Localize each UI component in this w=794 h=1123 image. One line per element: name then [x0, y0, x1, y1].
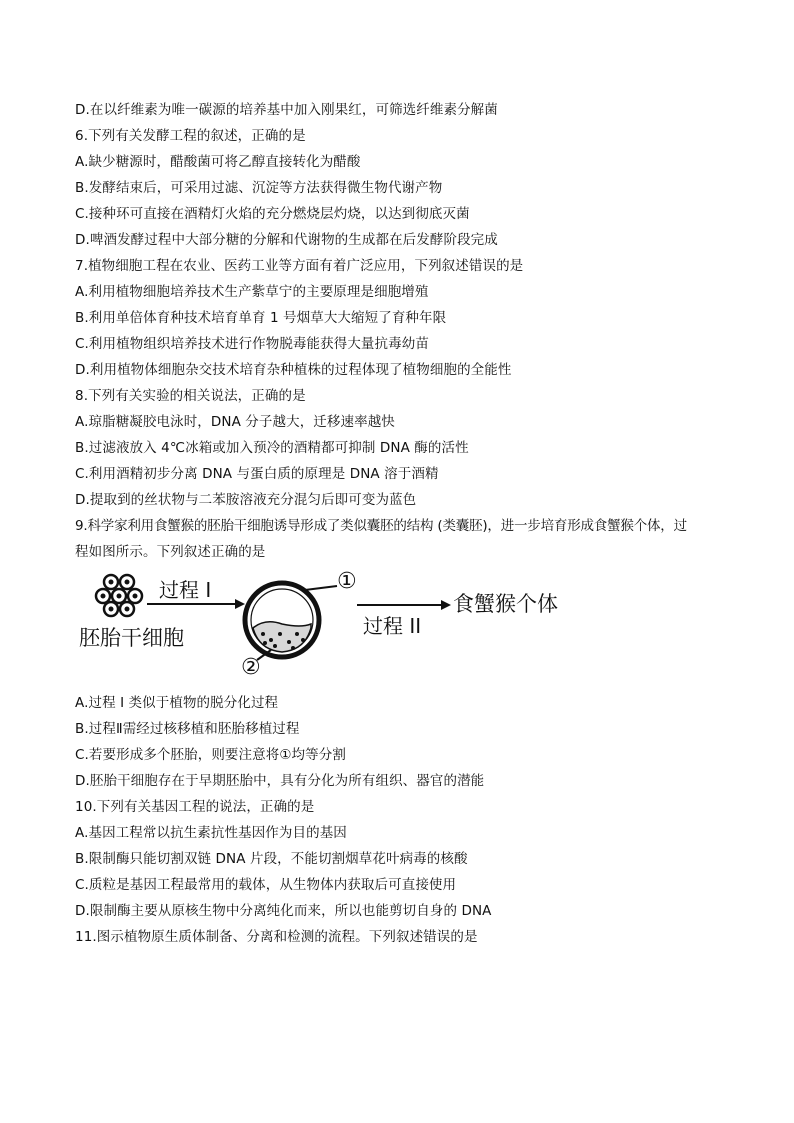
question-11-stem: 11.图示植物原生质体制备、分离和检测的流程。下列叙述错误的是 [75, 929, 478, 945]
marker1-leader [305, 586, 337, 590]
option-9a: A.过程 I 类似于植物的脱分化过程 [75, 695, 279, 711]
question-9-stem: 9.科学家利用食蟹猴的胚胎干细胞诱导形成了类似囊胚的结构 (类囊胚)，进一步培育形成食蟹猴个体，过 [75, 518, 687, 534]
result-label: 食蟹猴个体 [453, 592, 558, 616]
option-7d: D.利用植物体细胞杂交技术培育杂种植株的过程体现了植物细胞的全能性 [75, 362, 512, 378]
question-7-stem: 7.植物细胞工程在农业、医药工业等方面有着广泛应用，下列叙述错误的是 [75, 258, 524, 274]
option-8b: B.过滤液放入 4℃冰箱或加入预冷的酒精都可抑制 DNA 酶的活性 [75, 440, 469, 456]
process-1-label: 过程 I [159, 578, 212, 602]
marker-1: ① [337, 569, 357, 594]
option-6d: D.啤酒发酵过程中大部分糖的分解和代谢物的生成都在后发酵阶段完成 [75, 232, 498, 248]
option-6c: C.接种环可直接在酒精灯火焰的充分燃烧层灼烧，以达到彻底灭菌 [75, 206, 470, 222]
marker-2: ② [241, 655, 261, 680]
stem-cell-cluster-icon [96, 575, 142, 616]
embryo-process-figure [75, 568, 575, 680]
option-8a: A.琼脂糖凝胶电泳时，DNA 分子越大，迁移速率越快 [75, 414, 395, 430]
option-8d: D.提取到的丝状物与二苯胺溶液充分混匀后即可变为蓝色 [75, 492, 417, 508]
process-2-label: 过程 II [363, 614, 422, 638]
option-10d: D.限制酶主要从原核生物中分离纯化而来，所以也能剪切自身的 DNA [75, 903, 492, 919]
option-6b: B.发酵结束后，可采用过滤、沉淀等方法获得微生物代谢产物 [75, 180, 443, 196]
option-6a: A.缺少糖源时，醋酸菌可将乙醇直接转化为醋酸 [75, 154, 361, 170]
blastoid-icon [245, 583, 319, 657]
figure-drawing [75, 568, 575, 680]
option-8c: C.利用酒精初步分离 DNA 与蛋白质的原理是 DNA 溶于酒精 [75, 466, 439, 482]
option-10c: C.质粒是基因工程最常用的载体，从生物体内获取后可直接使用 [75, 877, 457, 893]
stem-cell-label: 胚胎干细胞 [79, 626, 184, 650]
option-9b: B.过程Ⅱ需经过核移植和胚胎移植过程 [75, 721, 300, 737]
question-9-stem-cont: 程如图所示。下列叙述正确的是 [75, 544, 266, 560]
question-10-stem: 10.下列有关基因工程的说法，正确的是 [75, 799, 315, 815]
question-8-stem: 8.下列有关实验的相关说法，正确的是 [75, 388, 306, 404]
option-9d: D.胚胎干细胞存在于早期胚胎中，具有分化为所有组织、器官的潜能 [75, 773, 485, 789]
question-6-stem: 6.下列有关发酵工程的叙述，正确的是 [75, 128, 306, 144]
option-10b: B.限制酶只能切割双链 DNA 片段，不能切割烟草花叶病毒的核酸 [75, 851, 468, 867]
option-7b: B.利用单倍体育种技术培育单育 1 号烟草大大缩短了育种年限 [75, 310, 447, 326]
option-7a: A.利用植物细胞培养技术生产紫草宁的主要原理是细胞增殖 [75, 284, 429, 300]
option-10a: A.基因工程常以抗生素抗性基因作为目的基因 [75, 825, 347, 841]
option-7c: C.利用植物组织培养技术进行作物脱毒能获得大量抗毒幼苗 [75, 336, 429, 352]
arrow-icon [357, 600, 451, 610]
option-5d: D.在以纤维素为唯一碳源的培养基中加入刚果红，可筛选纤维素分解菌 [75, 102, 498, 118]
option-9c: C.若要形成多个胚胎，则要注意将①均等分割 [75, 747, 346, 763]
